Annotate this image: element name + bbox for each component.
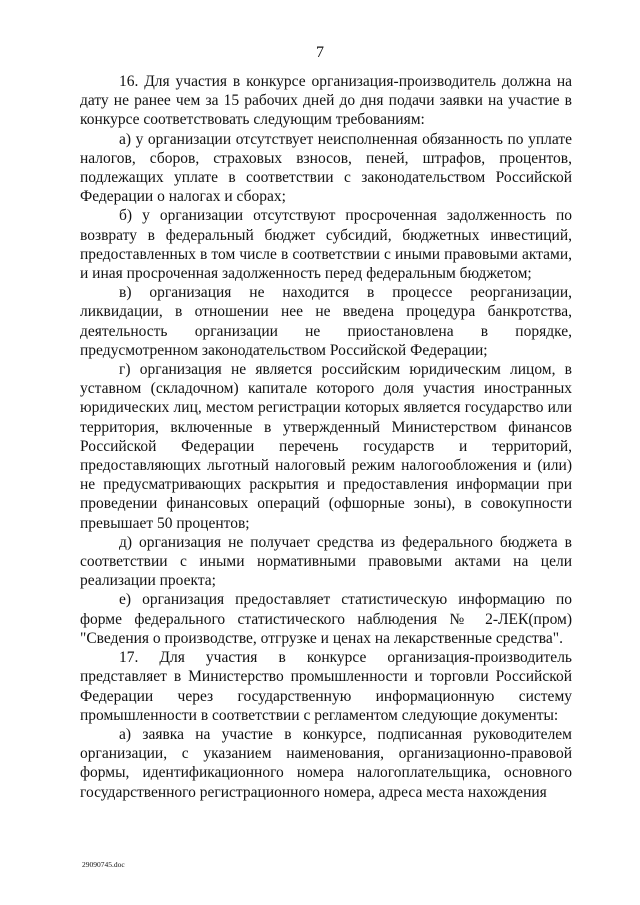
footer-filename: 29090745.doc bbox=[82, 860, 125, 869]
paragraph-16: 16. Для участия в конкурсе организация-производитель должна на дату не ранее чем за 15 рабочих дней до дня подачи заявки на участие в конкурсе соответствовать следующим требованиям: bbox=[80, 73, 572, 129]
paragraph-17-a: а) заявка на участие в конкурсе, подписанная руководителем организации, с указанием наименования, организационно-правовой формы, идентификационного номера налогоплательщика, основного государственного регистрационного номера, адреса места нахождения bbox=[80, 725, 572, 801]
paragraph-16-g: г) организация не является российским юридическим лицом, в уставном (складочном) капитале которого доля участия иностранных юридических лиц, местом регистрации которых является государство или территория, включенные в утвержденный Министерством финансов Российской Федерации перечень государств и территорий, предоставляющих льготный налоговый режим налогообложения и (или) не предусматривающих раскрытия и предоставления информации при проведении финансовых операций (офшорные зоны), в совокупности превышает 50 процентов; bbox=[80, 361, 572, 532]
paragraph-17: 17. Для участия в конкурсе организация-производитель представляет в Министерство промышленности и торговли Российской Федерации через государственную информационную систему промышленности в соответствии с регламентом следующие документы: bbox=[80, 649, 572, 724]
paragraph-16-b: б) у организации отсутствуют просроченная задолженность по возврату в федеральный бюджет субсидий, бюджетных инвестиций, предоставленных в том числе в соответствии с иными правовыми актами, и иная просроченная задолженность перед федеральным бюджетом; bbox=[80, 207, 572, 283]
paragraph-16-v: в) организация не находится в процессе реорганизации, ликвидации, в отношении нее не введена процедура банкротства, деятельность организации не приостановлена в порядке, предусмотренном законодательством Российской Федерации; bbox=[80, 284, 572, 359]
paragraph-16-a: а) у организации отсутствует неисполненная обязанность по уплате налогов, сборов, страховых взносов, пеней, штрафов, процентов, подлежащих уплате в соответствии с законодательством Российской Федерации о налогах и сборах; bbox=[80, 130, 572, 206]
document-body bbox=[80, 72, 572, 802]
page-number: 7 bbox=[316, 44, 324, 61]
paragraph-16-d: д) организация не получает средства из федерального бюджета в соответствии с иными нормативными правовыми актами на цели реализации проекта; bbox=[80, 533, 572, 590]
paragraph-16-e: е) организация предоставляет статистическую информацию по форме федерального статистического наблюдения № 2-ЛЕК(пром) "Сведения о производстве, отгрузке и ценах на лекарственные средства". bbox=[80, 591, 572, 647]
